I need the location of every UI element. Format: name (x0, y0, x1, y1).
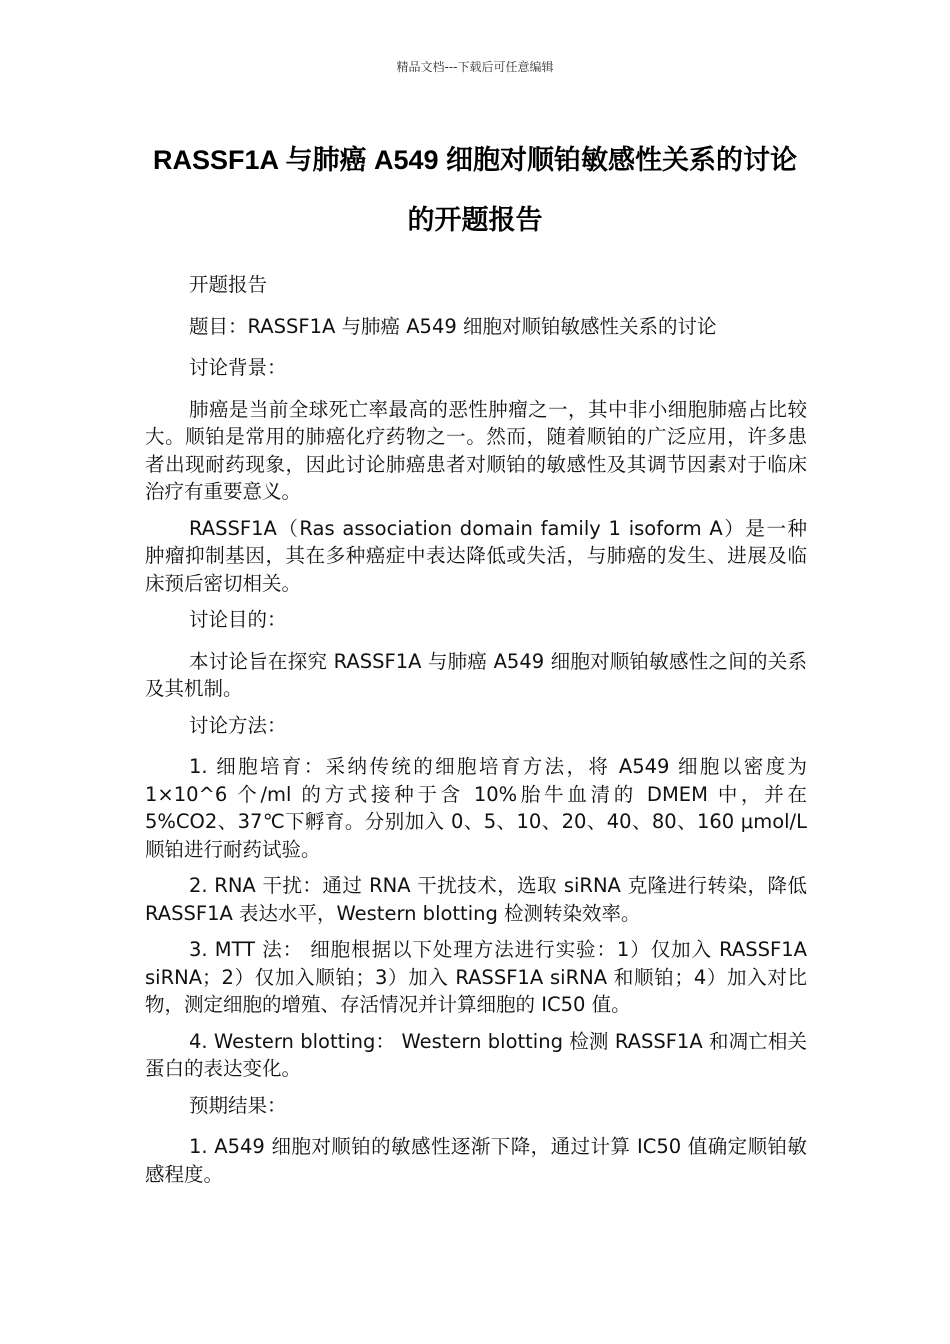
expected-result-item-1: 1. A549 细胞对顺铂的敏感性逐渐下降，通过计算 IC50 值确定顺铂敏感程度。 (145, 1135, 807, 1186)
method-item-1: 1. 细胞培育：采纳传统的细胞培育方法，将 A549 细胞以密度为 1×10^6 个/ml 的方式接种于含 10%胎牛血清的 DMEM 中，并在 5%CO2、37℃下孵育。分别加入 0、5、10、20、40、80、160 μmol/L 顺铂进行耐药试验。 (145, 755, 807, 861)
method-item-2: 2. RNA 干扰：通过 RNA 干扰技术，选取 siRNA 克隆进行转染，降低 RASSF1A 表达水平，Western blotting 检测转染效率。 (145, 874, 807, 925)
section-heading-methods: 讨论方法： (189, 713, 287, 737)
purpose-paragraph: 本讨论旨在探究 RASSF1A 与肺癌 A549 细胞对顺铂敏感性之间的关系及其机制。 (145, 649, 807, 700)
page-header-watermark: 精品文档---下载后可任意编辑 (396, 60, 554, 74)
background-paragraph-2: RASSF1A（Ras association domain family 1 isoform A）是一种肿瘤抑制基因，其在多种癌症中表达降低或失活，与肺癌的发生、进展及临床预后密切相关。 (145, 516, 807, 595)
document-title: RASSF1A 与肺癌 A549 细胞对顺铂敏感性关系的讨论的开题报告 (152, 145, 798, 235)
method-item-3: 3. MTT 法： 细胞根据以下处理方法进行实验：1）仅加入 RASSF1A siRNA；2）仅加入顺铂；3）加入 RASSF1A siRNA 和顺铂；4）加入对比物，测定细胞的增殖、存活情况并计算细胞的 IC50 值。 (145, 938, 807, 1016)
topic-line: 题目：RASSF1A 与肺癌 A549 细胞对顺铂敏感性关系的讨论 (189, 314, 717, 338)
section-heading-background: 讨论背景： (189, 356, 287, 379)
section-heading-expected-results: 预期结果： (189, 1093, 287, 1117)
section-heading-purpose: 讨论目的： (189, 608, 287, 631)
section-label-report: 开题报告 (189, 273, 268, 296)
method-item-4: 4. Western blotting： Western blotting 检测 RASSF1A 和凋亡相关蛋白的表达变化。 (145, 1029, 807, 1080)
background-paragraph-1: 肺癌是当前全球死亡率最高的恶性肿瘤之一，其中非小细胞肺癌占比较大。顺铂是常用的肺癌化疗药物之一。然而，随着顺铂的广泛应用，许多患者出现耐药现象，因此讨论肺癌患者对顺铂的敏感性及其调节因素对于临床治疗有重要意义。 (145, 397, 807, 503)
document-body (145, 271, 807, 1197)
